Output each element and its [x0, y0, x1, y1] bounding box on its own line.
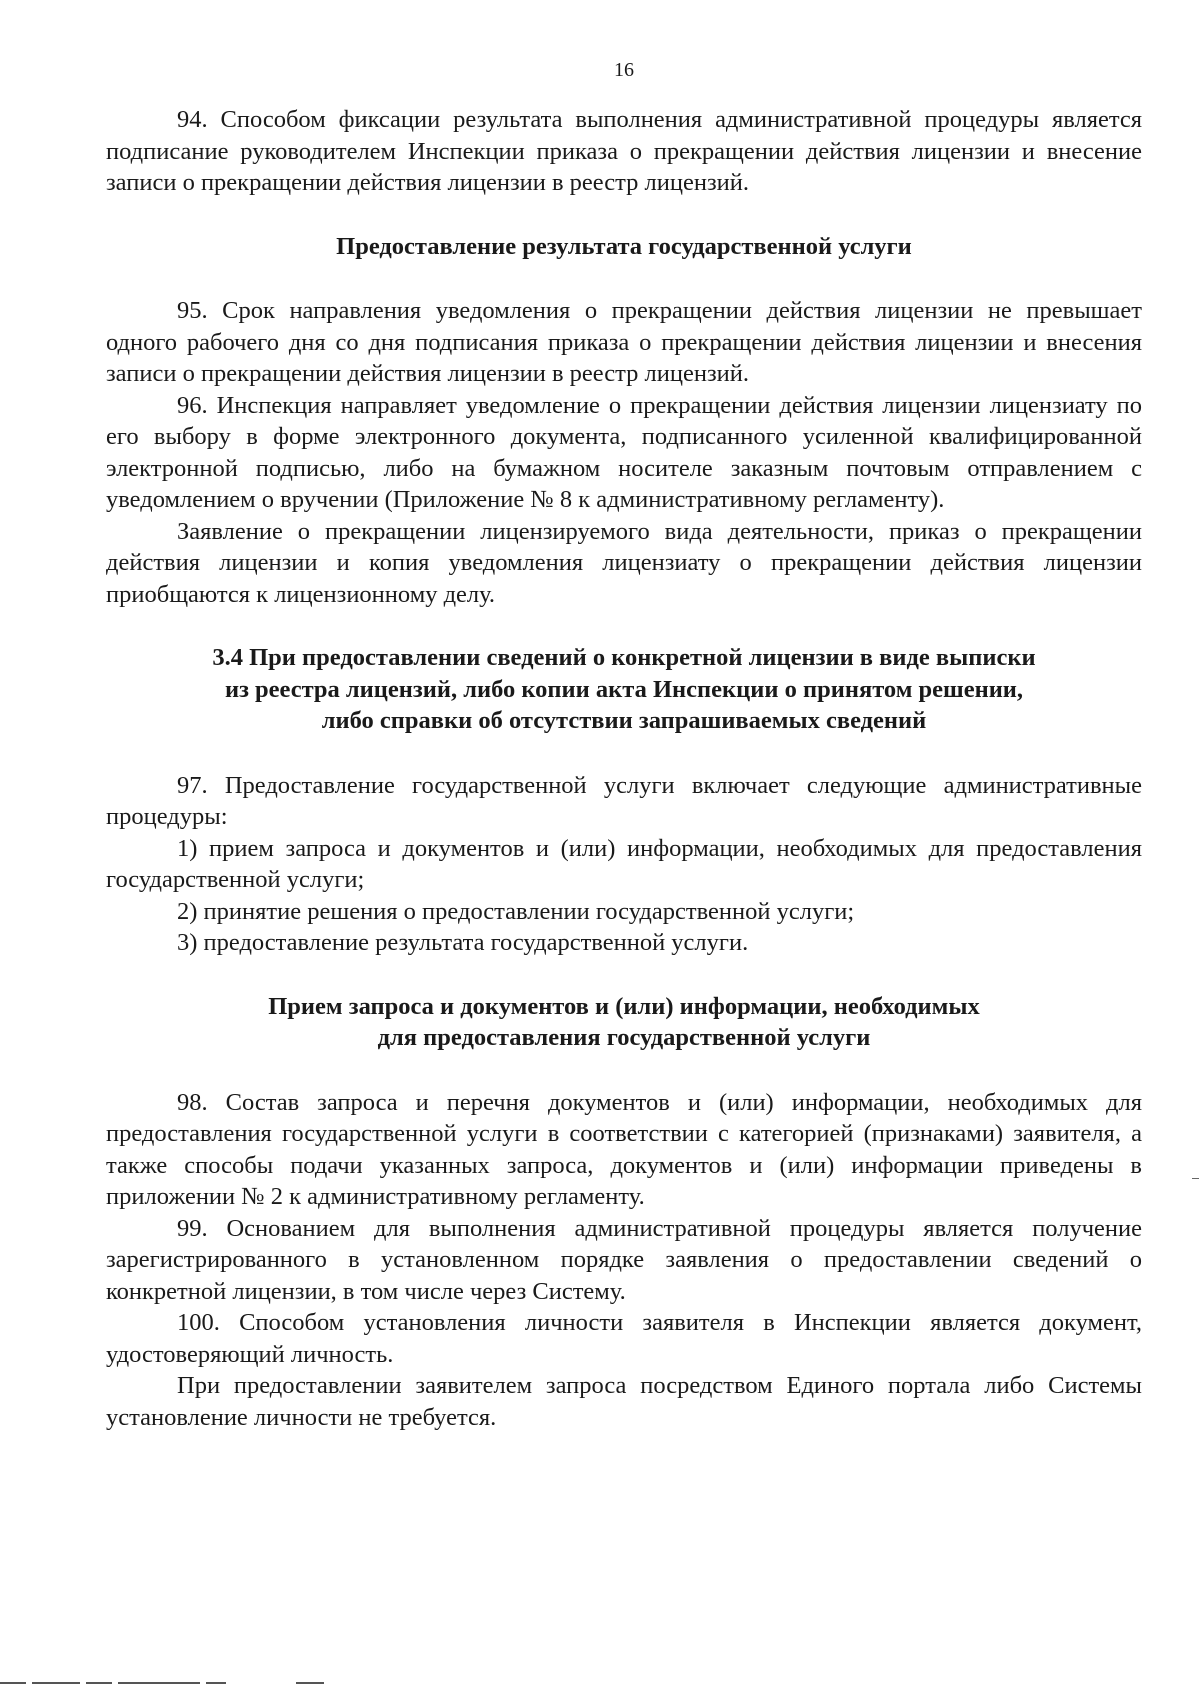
paragraph-100: 100. Способом установления личности заявителя в Инспекции является документ, удостоверяющий личность. [106, 1309, 1142, 1368]
heading-line: Прием запроса и документов и (или) информации, необходимых [268, 992, 980, 1020]
list-item-1: 1) прием запроса и документов и (или) информации, необходимых для предоставления государственной услуги; [106, 834, 1142, 893]
heading-line: Предоставление результата государственной услуги [336, 232, 912, 260]
section-heading-result [106, 231, 1142, 263]
paragraph-95: 95. Срок направления уведомления о прекращении действия лицензии не превышает одного рабочего дня со дня подписания приказа о прекращении действия лицензии и внесения записи о прекращении действия лицензии в реестр лицензий. [106, 297, 1142, 387]
document-body [106, 104, 1142, 1433]
paragraph-98: 98. Состав запроса и перечня документов и (или) информации, необходимых для предоставления государственной услуги в соответствии с категорией (признаками) заявителя, а также способы подачи указанных запроса, документов и (или) информации приведены в приложении № 2 к административному регламенту. [106, 1088, 1142, 1210]
heading-line: для предоставления государственной услуги [377, 1024, 871, 1051]
paragraph-99: 99. Основанием для выполнения административной процедуры является получение зарегистрированного в установленном порядке заявления о предоставлении сведений о конкретной лицензии, в том числе через Систему. [106, 1214, 1142, 1305]
paragraph-application: Заявление о прекращении лицензируемого вида деятельности, приказ о прекращении действия лицензии и копия уведомления лицензиату о прекращении действия лицензии приобщаются к лицензионному делу. [106, 517, 1142, 608]
paragraph-portal: При предоставлении заявителем запроса посредством Единого портала либо Системы установление личности не требуется. [106, 1372, 1142, 1431]
paragraph-94: 94. Способом фиксации результата выполнения административной процедуры является подписание руководителем Инспекции приказа о прекращении действия лицензии и внесение записи о прекращении действия лицензии в реестр лицензий. [106, 106, 1142, 196]
page-number: 16 [614, 59, 634, 81]
scan-mark [1192, 1178, 1199, 1179]
heading-line: из реестра лицензий, либо копии акта Инспекции о принятом решении, [224, 675, 1024, 703]
section-heading-request [106, 991, 1142, 1054]
list-item-2: 2) принятие решения о предоставлении государственной услуги; [177, 897, 855, 925]
list-item-3: 3) предоставление результата государственной услуги. [177, 929, 749, 956]
heading-line: 3.4 При предоставлении сведений о конкретной лицензии в виде выписки [212, 644, 1036, 671]
heading-line: либо справки об отсутствии запрашиваемых сведений [321, 707, 927, 734]
scan-marks [0, 1682, 340, 1688]
section-heading-3-4 [106, 642, 1142, 737]
paragraph-97: 97. Предоставление государственной услуги включает следующие административные процедуры: [106, 771, 1142, 830]
paragraph-96: 96. Инспекция направляет уведомление о прекращении действия лицензии лицензиату по его выбору в форме электронного документа, подписанного усиленной квалифицированной электронной подписью, либо на бумажном носителе заказным почтовым отправлением с уведомлением о вручении (Приложение № 8 к административному регламенту). [106, 391, 1142, 513]
